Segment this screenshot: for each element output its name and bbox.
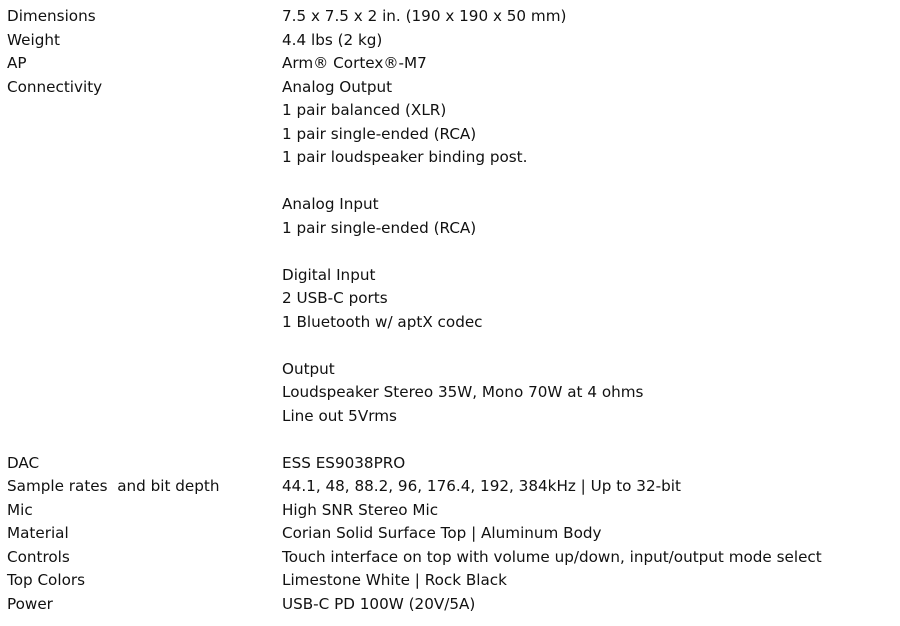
- spec-row: [0, 593, 900, 617]
- spec-label: Top Colors: [7, 571, 86, 589]
- spec-row: [0, 569, 900, 593]
- spec-label: AP: [7, 54, 27, 72]
- spec-label: Mic: [7, 500, 33, 519]
- spec-blank-line: [282, 170, 900, 194]
- spec-row: [0, 0, 900, 29]
- spec-label: Controls: [7, 547, 70, 566]
- spec-value-line: High SNR Stereo Mic: [282, 500, 439, 519]
- spec-values: [282, 569, 900, 593]
- spec-values: [282, 29, 900, 53]
- spec-values: [282, 475, 900, 499]
- spec-values: [282, 593, 900, 617]
- spec-row: [0, 499, 900, 523]
- spec-value-line: 7.5 x 7.5 x 2 in. (190 x 190 x 50 mm): [282, 7, 567, 25]
- spec-row: [0, 452, 900, 476]
- spec-label: Power: [7, 594, 53, 613]
- spec-value-line: Digital Input: [282, 265, 376, 284]
- spec-value-line: Arm® Cortex®-M7: [282, 54, 427, 72]
- spec-value-line: 1 pair single-ended (RCA): [282, 124, 477, 143]
- spec-row: [0, 29, 900, 53]
- spec-values: [282, 452, 900, 476]
- spec-label: Dimensions: [7, 7, 96, 25]
- spec-row: [0, 76, 900, 452]
- spec-values: [282, 546, 900, 570]
- spec-value-line: 1 pair single-ended (RCA): [282, 218, 477, 237]
- spec-value-line: Limestone White | Rock Black: [282, 571, 507, 589]
- spec-values: [282, 499, 900, 523]
- spec-value-line: Analog Output: [282, 77, 393, 96]
- spec-values: [282, 5, 900, 29]
- spec-row: [0, 522, 900, 546]
- spec-value-line: Analog Input: [282, 195, 379, 213]
- spec-value-line: Loudspeaker Stereo 35W, Mono 70W at 4 ohms: [282, 383, 644, 401]
- spec-label: Weight: [7, 30, 60, 49]
- spec-values: [282, 522, 900, 546]
- spec-blank-line: [282, 334, 900, 358]
- spec-label: DAC: [7, 453, 40, 472]
- spec-value-line: Touch interface on top with volume up/down, input/output mode select: [282, 547, 822, 566]
- spec-value-line: Line out 5Vrms: [282, 406, 397, 425]
- spec-value-line: 1 pair loudspeaker binding post.: [282, 148, 528, 166]
- spec-blank-line: [282, 240, 900, 264]
- spec-value-line: Output: [282, 359, 335, 378]
- spec-label: Connectivity: [7, 77, 103, 96]
- spec-value-line: USB-C PD 100W (20V/5A): [282, 594, 476, 613]
- spec-value-line: 1 Bluetooth w/ aptX codec: [282, 312, 483, 331]
- spec-value-line: 2 USB-C ports: [282, 289, 388, 307]
- spec-value-line: ESS ES9038PRO: [282, 453, 406, 472]
- spec-row: [0, 546, 900, 570]
- spec-blank-line: [282, 428, 900, 452]
- spec-values: [282, 52, 900, 76]
- spec-value-line: Corian Solid Surface Top | Aluminum Body: [282, 524, 602, 542]
- spec-label: Material: [7, 524, 69, 542]
- spec-row: [0, 52, 900, 76]
- spec-values: [282, 76, 900, 452]
- spec-value-line: 44.1, 48, 88.2, 96, 176.4, 192, 384kHz | Up to 32-bit: [282, 477, 681, 495]
- spec-value-line: 1 pair balanced (XLR): [282, 101, 447, 119]
- spec-value-line: 4.4 lbs (2 kg): [282, 30, 383, 49]
- spec-label: Sample rates and bit depth: [7, 477, 220, 495]
- spec-row: [0, 475, 900, 499]
